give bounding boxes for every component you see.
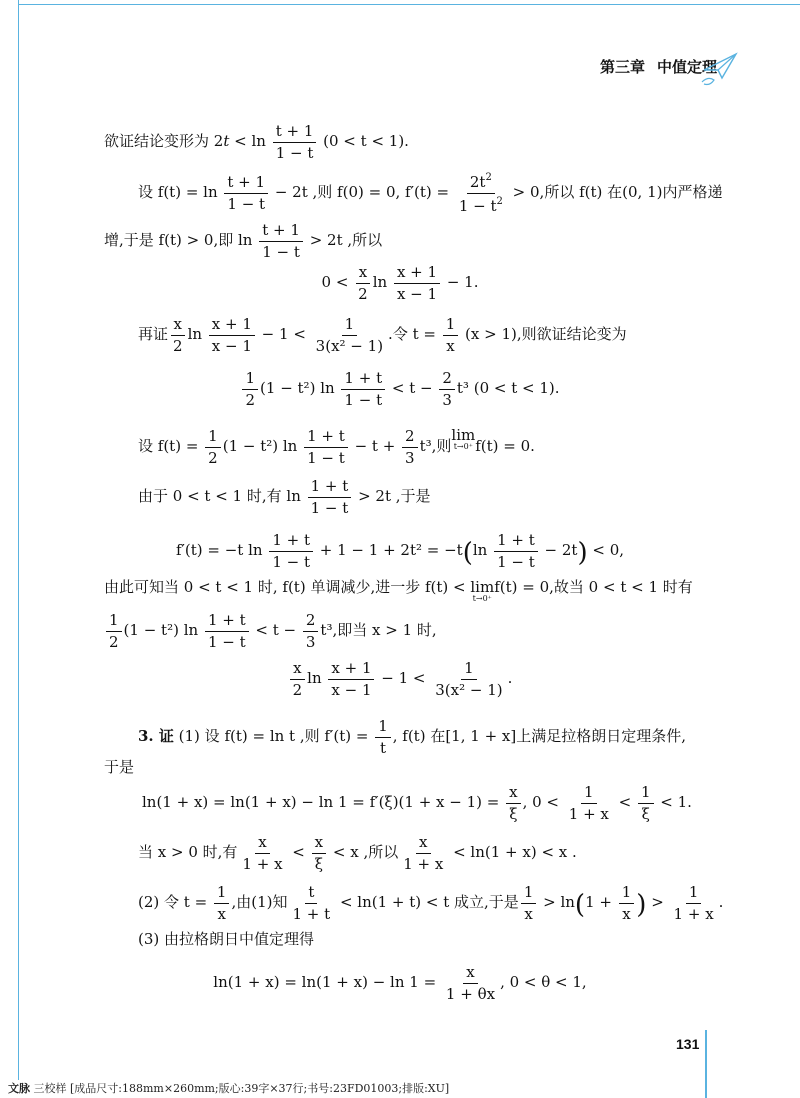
line-12: $\frac{x}{2}$ ln $\frac{x + 1}{x - 1}$ − 1 < $\frac{1}{\text{3(x² − 1)}}$ . (0, 660, 800, 698)
chapter-label: 第三章 (600, 59, 646, 76)
line-2: 设 f(t) = ln $\frac{t + 1}{1 - t}$ − 2t ,则 f(0) = 0, f′(t) = $\frac{2t^2}{1 - t^2}$ > 0,所以 f(t) 在(0, 1)内严格递 (138, 172, 723, 215)
line-7: 设 f(t) = $\frac{1}{2}$ (1 − t²) ln $\frac{1 + t}{1 - t}$ − t + $\frac{2}{3}$ t³,则 lim t→0⁺ f(t) = 0. (138, 426, 535, 467)
line-5: 再证 $\frac{x}{2}$ ln $\frac{x + 1}{x - 1}$ − 1 < $\frac{1}{\text{3(x² − 1)}}$ .令 t = $\frac{1}{x}$ (x > 1),则欲证结论变为 (138, 315, 627, 355)
print-footer (8, 1080, 449, 1096)
chapter-title: 中值定理 (657, 59, 718, 76)
line-11: $\frac{1}{2}$ (1 − t²) ln $\frac{1 + t}{1 - t}$ < t − $\frac{2}{3}$ t³,即当 x > 1 时, (104, 612, 437, 650)
line-1: 欲证结论变形为 2t < ln $\frac{t + 1}{1 - t}$ (0 < t < 1). (104, 122, 409, 162)
page-frame-right (705, 1030, 707, 1098)
line-6: $\frac{1}{2}$ (1 − t²) ln $\frac{1 + t}{1 - t}$ < t − $\frac{2}{3}$ t³ (0 < t < 1). (0, 370, 800, 408)
line-4: 0 < $\frac{x}{2}$ ln $\frac{x + 1}{x - 1}$ − 1. (321, 263, 479, 303)
page-number: 131 (676, 1036, 700, 1052)
line-16: (2) 令 t = $\frac{1}{x}$ ,由(1)知 $\frac{t}{1 + t}$ < ln(1 + t) < t 成立,于是 $\frac{1}{x}$ > ln(1 + $\frac{1}{x}$ ) > $\frac{1}{1 + x}$ . (138, 883, 724, 923)
line-10: 由此可知当 0 < t < 1 时, f(t) 单调减少,进一步 f(t) < lim t→0⁺ f(t) = 0,故当 0 < t < 1 时有 (104, 578, 693, 603)
line-13: 3. 证 (1) 设 f(t) = ln t ,则 f′(t) = $\frac{1}{t}$ , f(t) 在[1, 1 + x]上满足拉格朗日定理条件, (138, 717, 686, 757)
line-17: (3) 由拉格朗日中值定理得 (138, 930, 315, 948)
page-frame-top (18, 4, 800, 5)
footer-brand: 文脉 (8, 1083, 30, 1095)
line-8: 由于 0 < t < 1 时,有 ln $\frac{1 + t}{1 - t}$ > 2t ,于是 (138, 477, 431, 517)
line-3: 增,于是 f(t) > 0,即 ln $\frac{t + 1}{1 - t}$ > 2t ,所以 (104, 221, 383, 261)
line-14: ln(1 + x) = ln(1 + x) − ln 1 = f′(ξ)(1 + x − 1) = $\frac{x}{\xi}$ , 0 < $\frac{1}{1 + x}$ < $\frac{1}{\xi}$ < 1. (142, 783, 692, 823)
paper-plane-icon (700, 48, 740, 88)
line-9: f′(t) = −t ln $\frac{1 + t}{1 - t}$ + 1 − 1 + 2t² = −t(ln $\frac{1 + t}{1 - t}$ − 2t) < 0, (175, 531, 625, 571)
line-15: 当 x > 0 时,有 $\frac{x}{1 + x}$ < $\frac{x}{\xi}$ < x ,所以 $\frac{x}{1 + x}$ < ln(1 + x) < x . (138, 833, 577, 873)
line-13b: 于是 (104, 758, 135, 776)
line-18: ln(1 + x) = ln(1 + x) − ln 1 = $\frac{x}{1 + \theta x}$ , 0 < θ < 1, (213, 963, 587, 1003)
footer-text: 三校样 [成品尺寸:188mm×260mm;版心:39字×37行;书号:23FD01003;排版:XU] (33, 1082, 450, 1095)
